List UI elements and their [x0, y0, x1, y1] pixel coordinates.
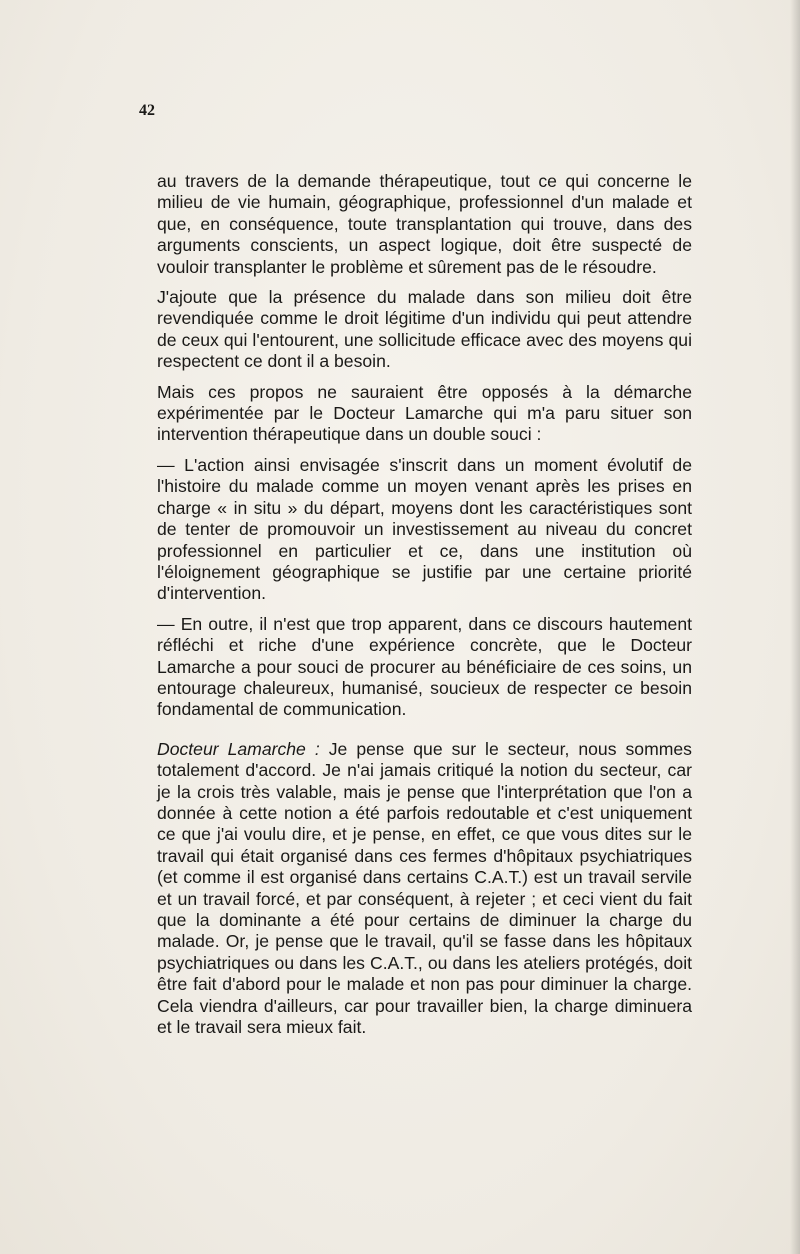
reply-text: Je pense que sur le secteur, nous sommes totalement d'accord. Je n'ai jamais critiqué la notion du secteur, car je la crois très valable, mais je pense que l'interprétation que l'on a donnée à cette notion a été parfois redoutable et c'est uniquement ce que j'ai voulu dire, et je pense, en effet, ce que vous dites sur le travail qui était organisé dans ces fermes d'hôpitaux psychiatriques (et comme il est organisé dans certains C.A.T.) est un travail servile et un travail forcé, et par conséquent, à rejeter ; et ceci vient du fait que la dominante a été pour certains de diminuer la charge du malade. Or, je pense que le travail, qu'il se fasse dans les hôpitaux psychiatriques ou dans les C.A.T., ou dans les ateliers protégés, doit être fait d'abord pour le malade et non pas pour diminuer la charge. Cela viendra d'ailleurs, car pour travailler bien, la charge diminuera et le travail sera mieux fait. — [157, 738, 692, 1038]
page-edge-shadow — [790, 0, 800, 1254]
speaker-name: Docteur Lamarche : — [157, 738, 320, 759]
paragraph-4: — L'action ainsi envisagée s'inscrit dans un moment évolutif de l'histoire du malade comme un moyen venant après les prises en charge « in situ » du départ, moyens dont les caractéristiques sont de tenter de promouvoir un investissement au niveau du concret professionnel en particulier et ce, dans une institution où l'éloignement géographique se justifie par une certaine priorité d'intervention. — [157, 454, 692, 604]
paragraph-5: — En outre, il n'est que trop apparent, dans ce discours hautement réfléchi et riche d'une expérience concrète, que le Docteur Lamarche a pour souci de procurer au bénéficiaire de ces soins, un entourage chaleureux, humanisé, soucieux de respecter ce besoin fondamental de communication. — [157, 613, 692, 720]
page-number: 42 — [139, 102, 155, 119]
reply-paragraph — [157, 739, 692, 1039]
paragraph-1: au travers de la demande thérapeutique, tout ce qui concerne le milieu de vie humain, géographique, professionnel d'un malade et que, en conséquence, toute transplantation qui trouve, dans des arguments conscients, un aspect logique, doit être suspecté de vouloir transplanter le problème et sûrement pas de le résoudre. — [157, 171, 692, 277]
paragraph-3: Mais ces propos ne sauraient être opposés à la démarche expérimentée par le Docteur Lamarche qui m'a paru situer son intervention thérapeutique dans un double souci : — [157, 381, 692, 445]
paragraph-2: J'ajoute que la présence du malade dans son milieu doit être revendiquée comme le droit légitime d'un individu qui peut attendre de ceux qui l'entourent, une sollicitude efficace avec des moyens qui respectent ce dont il a besoin. — [157, 287, 692, 372]
body-text — [157, 171, 692, 1047]
